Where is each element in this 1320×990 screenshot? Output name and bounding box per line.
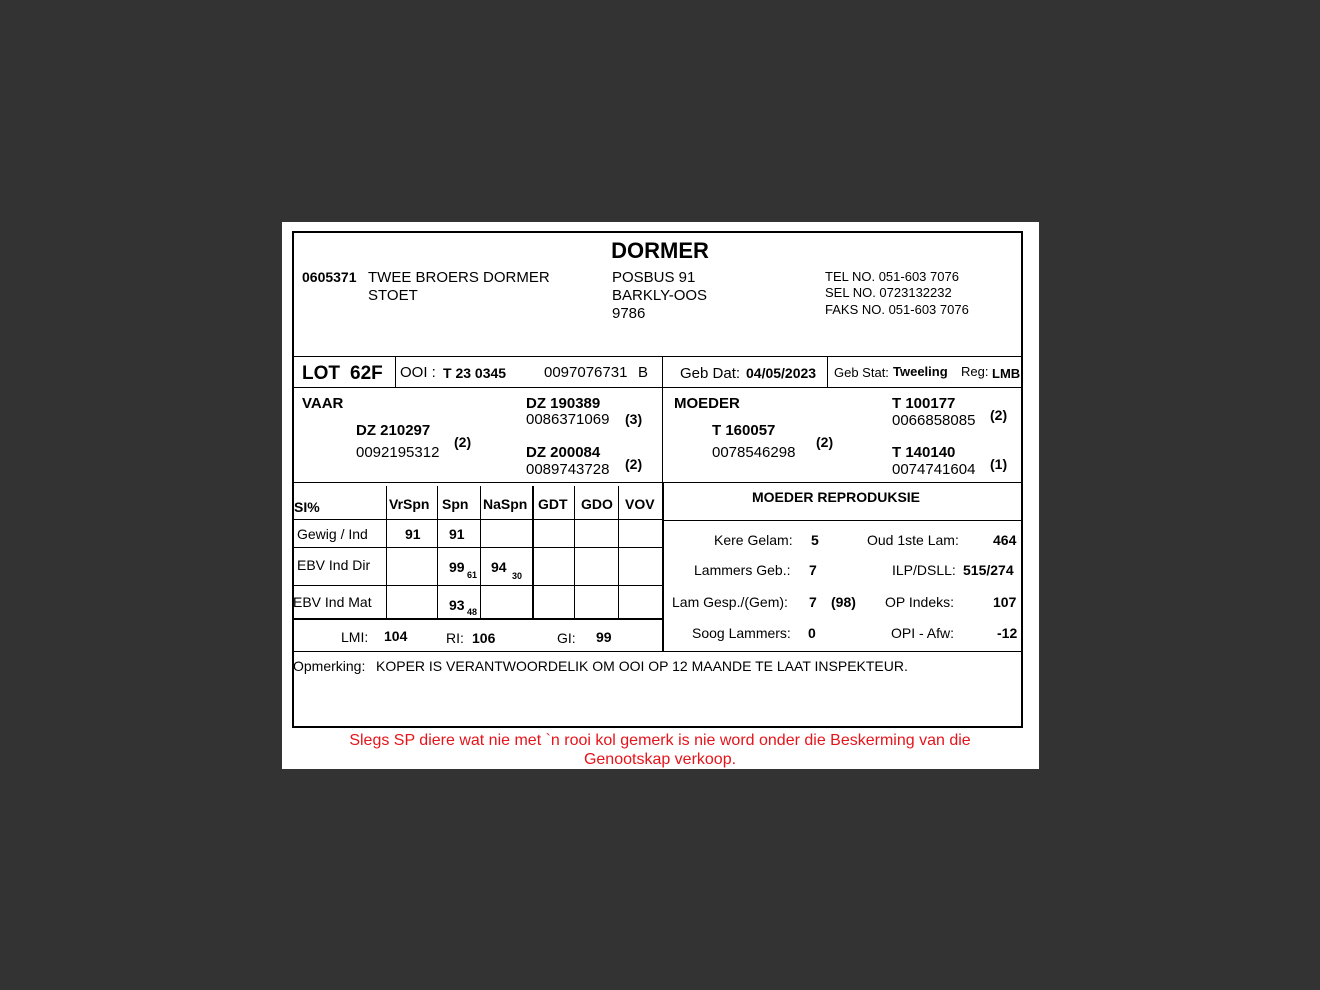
sire-id: DZ 210297 [356,422,431,439]
gi-label: GI: [557,630,576,646]
breeder-name-line1: TWEE BROERS DORMER [368,269,550,286]
si-row-line-3 [293,585,662,586]
lammers-geb-label: Lammers Geb.: [694,562,791,578]
si-header-gdo: GDO [581,496,613,512]
si-cell-spn: 93 [449,597,465,613]
si-cell-naspn-sub: 30 [512,571,523,581]
divider-repro-header [663,520,1023,521]
dam-number: 0078546298 [712,444,796,461]
op-value: 107 [993,594,1017,610]
lot-label: LOT [302,363,340,384]
si-col-line-3 [480,486,481,619]
soog-label: Soog Lammers: [692,625,791,641]
dam-dam-count: (1) [990,456,1008,472]
si-header-spn: Spn [442,496,469,512]
ooi-reg-number: 0097076731 [544,364,628,381]
breeder-id: 0605371 [302,269,357,285]
protection-notice-line2: Genootskap verkoop. [583,751,737,768]
si-header-gdt: GDT [538,496,568,512]
oud-value: 464 [993,532,1017,548]
si-row-label: EBV Ind Mat [293,594,372,610]
si-row-label: EBV Ind Dir [297,557,371,573]
address-line1: POSBUS 91 [612,269,696,286]
sire-number: 0092195312 [356,444,440,461]
divider-remark [293,651,1023,652]
sire-count: (2) [454,434,472,450]
dam-sire-count: (2) [990,407,1008,423]
si-header-si: SI% [294,499,320,515]
ri-label: RI: [446,630,464,646]
ilp-label: ILP/DSLL: [892,562,956,578]
si-row-label: Gewig / Ind [297,526,368,542]
geb-stat-label: Geb Stat: [834,365,889,380]
geb-stat-value: Tweeling [893,364,948,379]
moeder-label: MOEDER [674,395,740,412]
geb-dat-label: Geb Dat: [680,365,741,382]
soog-value: 0 [808,625,816,641]
protection-notice-line1: Slegs SP diere wat nie met `n rooi kol gemerk is nie word onder die Beskerming van die [349,732,971,749]
ooi-label: OOI : [400,364,436,381]
dam-count: (2) [816,434,834,450]
divider-lot-2 [827,356,828,387]
si-col-line-2 [437,486,438,619]
si-cell-spn-sub: 48 [467,607,478,617]
si-col-line-4 [532,486,534,619]
lam-gesp-gem: (98) [831,594,856,610]
faks-number: FAKS NO. 051-603 7076 [825,302,969,317]
si-cell-spn: 91 [449,526,465,542]
ilp-value: 515/274 [963,562,1014,578]
oud-label: Oud 1ste Lam: [867,532,959,548]
divider-mid [662,356,663,482]
divider-si-right [662,482,664,652]
si-col-line-1 [386,486,387,619]
si-row-line-2 [293,547,662,548]
si-header-vov: VOV [625,496,655,512]
ri-value: 106 [472,630,496,646]
lmi-value: 104 [384,628,408,644]
divider-lot-top [293,356,1023,357]
dam-sire-id: T 100177 [892,395,956,412]
opi-label: OPI - Afw: [891,625,955,641]
op-label: OP Indeks: [885,594,955,610]
dam-dam-id: T 140140 [892,444,956,461]
ooi-value: T 23 0345 [443,365,507,381]
opi-value: -12 [997,625,1018,641]
dam-dam-number: 0074741604 [892,461,976,478]
geb-dat-value: 04/05/2023 [746,365,817,381]
breed-title: DORMER [611,238,709,263]
address-line2: BARKLY-OOS [612,287,708,304]
si-col-line-6 [618,486,619,619]
reg-value: LMB [992,366,1021,381]
remark-label: Opmerking: [293,658,366,674]
si-cell-vrspn: 91 [405,526,421,542]
divider-pedigree-bottom [293,482,1023,483]
gi-value: 99 [596,629,612,645]
dam-sire-number: 0066858085 [892,412,976,429]
sel-number: SEL NO. 0723132232 [825,285,952,300]
breeder-name-line2: STOET [368,287,418,304]
sire-sire-id: DZ 190389 [526,395,601,412]
si-cell-naspn: 94 [491,559,507,575]
si-header-vrspn: VrSpn [389,496,430,512]
lammers-geb-value: 7 [809,562,817,578]
si-row-line-4 [293,618,662,620]
divider-lot-1 [395,356,396,387]
si-header-naspn: NaSpn [483,496,528,512]
divider-lot-bottom [293,387,1023,388]
si-cell-spn-sub: 61 [467,570,478,580]
lot-number: 62F [350,363,383,384]
tel-number: TEL NO. 051-603 7076 [825,269,959,284]
sire-sire-count: (3) [625,411,643,427]
lmi-label: LMI: [341,629,369,645]
si-col-line-5 [574,486,575,619]
kere-gelam-value: 5 [811,532,819,548]
address-line3: 9786 [612,305,646,322]
sire-dam-count: (2) [625,456,643,472]
vaar-label: VAAR [302,395,344,412]
reg-label: Reg: [961,364,989,379]
sire-sire-number: 0086371069 [526,411,610,428]
si-cell-spn: 99 [449,559,465,575]
sire-dam-id: DZ 200084 [526,444,601,461]
repro-title: MOEDER REPRODUKSIE [752,489,921,505]
si-row-line-1 [293,519,662,520]
remark-text: KOPER IS VERANTWOORDELIK OM OOI OP 12 MAANDE TE LAAT INSPEKTEUR. [376,658,908,674]
kere-gelam-label: Kere Gelam: [714,532,793,548]
lam-gesp-value: 7 [809,594,817,610]
lam-gesp-label: Lam Gesp./(Gem): [672,594,788,610]
dam-id: T 160057 [712,422,776,439]
sire-dam-number: 0089743728 [526,461,610,478]
ooi-reg-letter: B [638,364,649,381]
